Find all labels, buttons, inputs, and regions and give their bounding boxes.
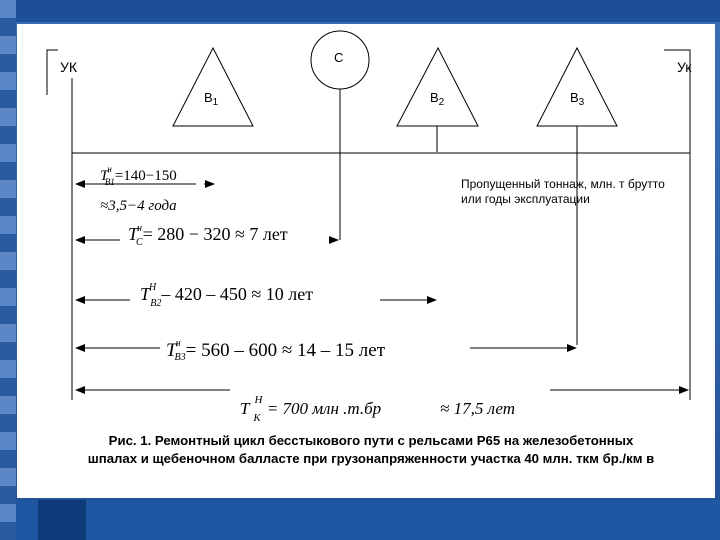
b1-formula: Tн В1=140−150 — [100, 164, 177, 187]
figure-caption — [26, 432, 716, 468]
triangle-b2 — [397, 48, 478, 126]
b2-formula: TН В2– 420 – 450 ≈ 10 лет — [140, 282, 314, 309]
b3-formula: Tн В3= 560 – 600 ≈ 14 – 15 лет — [166, 338, 386, 363]
triangle-b1 — [173, 48, 253, 126]
caption-line-1: Рис. 1. Ремонтный цикл бесстыкового пути с рельсами Р65 на железобетонных — [108, 433, 634, 448]
top-banner-bar — [16, 0, 720, 22]
c-formula: Tн С= 280 − 320 ≈ 7 лет — [128, 223, 288, 248]
triangle-b1-label: $В_1$ — [204, 90, 219, 108]
legend-line-2: или годы эксплуатации — [461, 192, 590, 206]
left-uk-label: УК — [60, 59, 78, 75]
bottom-banner-bar — [16, 500, 720, 540]
k-formula: T $^Н$ К = 700 млн .т.бр — [240, 394, 382, 424]
triangle-b2-label: $В_2$ — [430, 90, 445, 108]
decorative-left-strip — [0, 0, 16, 540]
repair-cycle-diagram — [17, 24, 715, 498]
b1-years-formula: ≈3,5−4 года — [100, 198, 177, 214]
bottom-accent-block — [38, 500, 86, 540]
diagram-panel — [17, 24, 715, 498]
triangle-b3-label: $В_3$ — [570, 90, 585, 108]
left-bracket — [47, 50, 58, 95]
circle-c-label: С — [334, 50, 344, 65]
k-years-formula: ≈ 17,5 лет — [440, 399, 516, 418]
right-uk-label: Ук — [677, 59, 692, 75]
caption-line-2: шпалах и щебеночном балласте при грузонапряженности участка 40 млн. ткм бр./км в — [87, 451, 655, 466]
legend-line-1: Пропущенный тоннаж, млн. т брутто — [461, 177, 665, 191]
triangle-b3 — [537, 48, 617, 126]
